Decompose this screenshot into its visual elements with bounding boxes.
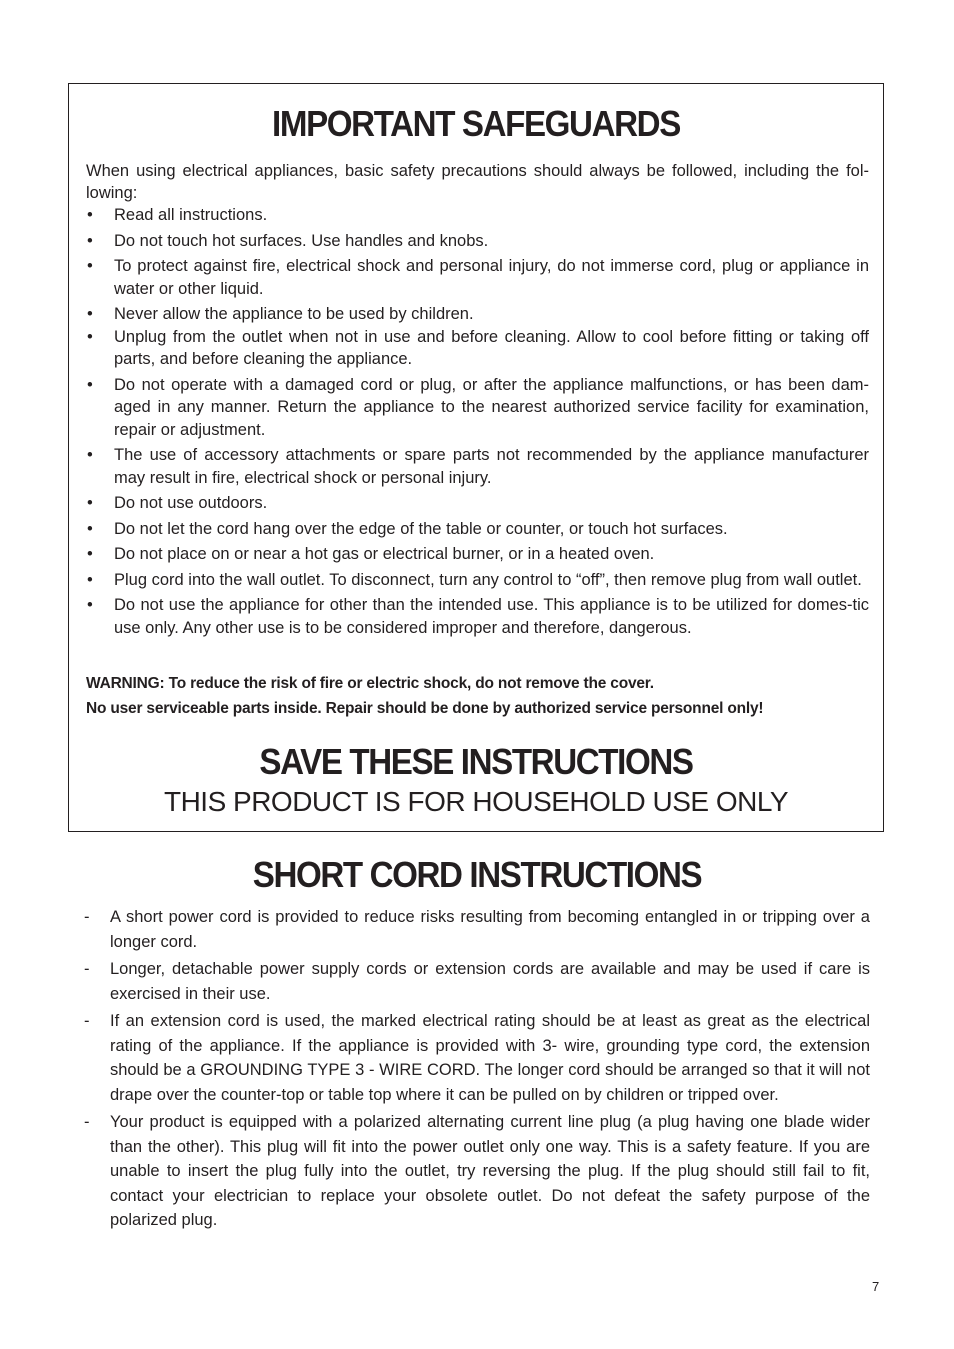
safeguard-item: • Do not use the appliance for other than the intended use. This appliance is to be utilized for domes-tic use only. Any other use is to be considered improper and therefore, dangerous. [86, 594, 869, 639]
repair-warning-text: No user serviceable parts inside. Repair should be done by authorized service personnel only! [86, 700, 764, 717]
safeguard-item: • Unplug from the outlet when not in use and before cleaning. Allow to cool before fitting or taking off parts, and before cleaning the appliance. [86, 326, 869, 371]
safeguard-item: • Plug cord into the wall outlet. To disconnect, turn any control to “off”, then remove plug from wall outlet. [86, 569, 869, 592]
short-cord-item: - A short power cord is provided to reduce risks resulting from becoming entangled in or tripping over a longer cord. [82, 905, 870, 954]
safeguard-item: • Never allow the appliance to be used by children. [86, 303, 869, 326]
safeguard-item: • Do not operate with a damaged cord or plug, or after the appliance malfunctions, or has been dam-aged in any manner. Return the appliance to the nearest authorized service facility for examination, repair or adjustment. [86, 374, 869, 442]
safeguard-item: • Do not let the cord hang over the edge of the table or counter, or touch hot surfaces. [86, 518, 869, 541]
safeguard-item: • Read all instructions. [86, 204, 869, 227]
warning-text: WARNING: To reduce the risk of fire or electric shock, do not remove the cover. [86, 675, 654, 692]
safeguard-item: • To protect against fire, electrical shock and personal injury, do not immerse cord, plug or appliance in water or other liquid. [86, 255, 869, 300]
safeguards-box [68, 83, 884, 832]
short-cord-item: - Your product is equipped with a polarized alternating current line plug (a plug having one blade wider than the other). This plug will fit into the power outlet only one way. This is a safety feature. If you are unable to insert the plug fully into the outlet, try reversing the plug. If the plug should still fail to fit, contact your electrician to replace your obsolete outlet. Do not defeat the safety purpose of the polarized plug. [82, 1110, 870, 1233]
short-cord-item: - Longer, detachable power supply cords or extension cords are available and may be used if care is exercised in their use. [82, 957, 870, 1006]
page-number: 7 [872, 1279, 880, 1294]
save-instructions-title: SAVE THESE INSTRUCTIONS [259, 741, 693, 782]
safeguards-list [86, 204, 869, 642]
safeguards-title: IMPORTANT SAFEGUARDS [272, 103, 680, 144]
household-use-subtitle: THIS PRODUCT IS FOR HOUSEHOLD USE ONLY [163, 786, 789, 817]
safeguard-item: • The use of accessory attachments or spare parts not recommended by the appliance manufacturer may result in fire, electrical shock or personal injury. [86, 444, 869, 489]
safeguard-item: • Do not place on or near a hot gas or electrical burner, or in a heated oven. [86, 543, 869, 566]
short-cord-list [82, 905, 870, 1236]
safeguards-intro: When using electrical appliances, basic safety precautions should always be followed, including the fol-lowing: [86, 162, 869, 202]
short-cord-title: SHORT CORD INSTRUCTIONS [252, 854, 702, 895]
short-cord-item: - If an extension cord is used, the marked electrical rating should be at least as great as the electrical rating of the appliance. If the appliance is provided with 3- wire, grounding type cord, the extension should be a GROUNDING TYPE 3 - WIRE CORD. The longer cord should be arranged so that it will not drape over the counter-top or table top where it can be pulled on by children or tripped over. [82, 1009, 870, 1107]
safeguard-item: • Do not use outdoors. [86, 492, 869, 515]
safeguard-item: • Do not touch hot surfaces. Use handles and knobs. [86, 230, 869, 253]
